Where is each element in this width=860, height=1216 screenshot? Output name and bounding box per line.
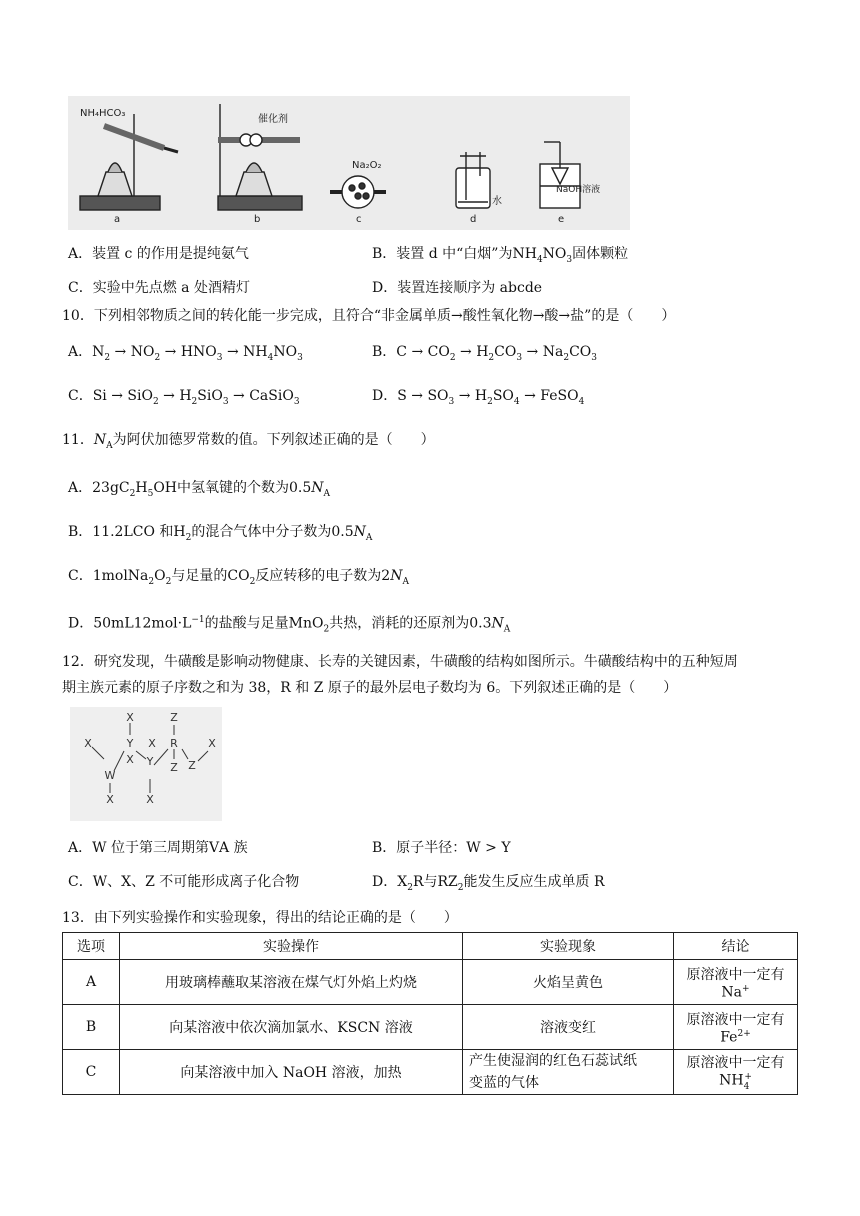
q12-option-a: A．W 位于第三周期第ⅤA 族 [68, 840, 248, 856]
svg-text:X: X [126, 711, 134, 724]
table-row [63, 1005, 798, 1050]
svg-text:X: X [106, 793, 114, 806]
svg-text:X: X [208, 737, 216, 750]
apparatus-label-water: 水 [492, 196, 502, 207]
q11-stem: 11．$N_A$为阿伏加德罗常数的值。下列叙述正确的是（ ） [62, 432, 435, 451]
row-b-operation: 向某溶液中依次滴加氯水、KSCN 溶液 [120, 1005, 463, 1050]
row-b-conclusion: 原溶液中一定有$Fe^{2+}$ [674, 1005, 798, 1050]
svg-text:Z: Z [188, 759, 196, 772]
apparatus-label-na2o2: Na₂O₂ [352, 160, 382, 171]
svg-text:X: X [126, 753, 134, 766]
q10-option-c: C．$Si \to SiO_2 \to H_2SiO_3$ → CaSiO$_3$ [68, 388, 300, 407]
table-header-row [63, 933, 798, 960]
q11-option-b: B．11.2LCO 和$H_2$的混合气体中分子数为$0.5N_A$ [68, 524, 373, 543]
row-c-conclusion: 原溶液中一定有$NH_4^+$ [674, 1050, 798, 1095]
q9-option-b: B．装置 d 中“白烟”为$NH_4NO_3$固体颗粒 [372, 246, 629, 265]
q12-stem-line1: 12．研究发现，牛磺酸是影响动物健康、长寿的关键因素，牛磺酸的结构如图所示。牛磺酸结构中的五种短周 [62, 654, 738, 670]
row-c-phenomenon: 产生使湿润的红色石蕊试纸 变蓝的气体 [463, 1050, 674, 1095]
svg-text:Z: Z [170, 711, 178, 724]
q12-option-c: C．W、X、Z 不可能形成离子化合物 [68, 874, 300, 890]
svg-text:Z: Z [170, 761, 178, 774]
apparatus-label-naoh: NaOH溶液 [556, 185, 601, 195]
apparatus-label-catalyst: 催化剂 [258, 114, 288, 125]
table-row [63, 1050, 798, 1095]
apparatus-letter-c: c [356, 214, 362, 225]
apparatus-letter-d: d [470, 214, 477, 225]
svg-text:R: R [170, 737, 178, 750]
apparatus-letter-a: a [114, 214, 121, 225]
row-a-operation: 用玻璃棒蘸取某溶液在煤气灯外焰上灼烧 [120, 960, 463, 1005]
svg-text:Y: Y [146, 755, 154, 768]
svg-text:Y: Y [126, 737, 134, 750]
row-b-phenomenon: 溶液变红 [463, 1005, 674, 1050]
experiment-table [62, 932, 798, 1095]
apparatus-drawing [68, 96, 630, 230]
svg-text:X: X [84, 737, 92, 750]
header-phenomenon: 实验现象 [463, 933, 674, 960]
structure-drawing [70, 707, 222, 821]
header-operation: 实验操作 [120, 933, 463, 960]
q11-option-c: C．$1molNa_2O_2$与足量的$CO_2$反应转移的电子数为$2N_A$ [68, 568, 409, 587]
apparatus-label-nh4hco3: NH₄HCO₃ [80, 108, 126, 119]
row-a-option: A [63, 960, 120, 1005]
q9-option-c: C．实验中先点燃 a 处酒精灯 [68, 280, 250, 296]
q12-stem-line2: 期主族元素的原子序数之和为 38，R 和 Z 原子的最外层电子数均为 6。下列叙述正确的是（ ） [62, 680, 678, 696]
q11-option-d: D．$50mL12mol\cdot L^{-1}$的盐酸与足量MnO$_2$共热，消耗的还原剂为$0.3N_A$ [68, 615, 511, 635]
table-row [63, 960, 798, 1005]
q9-option-a: A．装置 c 的作用是提纯氨气 [68, 246, 249, 262]
taurine-structure [70, 707, 222, 821]
q10-option-a: A．$N_2 \to NO_2 \to HNO_3 \to NH_4NO_3$ [68, 344, 303, 363]
row-a-phenomenon: 火焰呈黄色 [463, 960, 674, 1005]
header-option: 选项 [63, 933, 120, 960]
q10-stem: 10．下列相邻物质之间的转化能一步完成，且符合“非金属单质→酸性氧化物→酸→盐”的是（ ） [62, 308, 676, 324]
svg-text:X: X [148, 737, 156, 750]
q10-option-b: B．$C \to CO_2 \to H_2CO_3 \to Na_2CO_3$ [372, 344, 597, 363]
row-a-conclusion: 原溶液中一定有Na+ [674, 960, 798, 1005]
apparatus-letter-e: e [558, 214, 565, 225]
apparatus-letter-b: b [254, 214, 261, 225]
row-c-option: C [63, 1050, 120, 1095]
row-b-option: B [63, 1005, 120, 1050]
svg-text:W: W [104, 769, 116, 782]
q12-option-b: B．原子半径：W > Y [372, 840, 511, 856]
q11-option-a: A．$23gC_2H_5OH$中氢氧键的个数为$0.5N_A$ [68, 480, 331, 499]
header-conclusion: 结论 [674, 933, 798, 960]
apparatus-figure [68, 96, 630, 230]
svg-text:X: X [146, 793, 154, 806]
q10-option-d: D．$S \to SO_3 \to H_2SO_4$ → FeSO$_4$ [372, 388, 585, 407]
q12-option-d: D．$X_2R$与$RZ_2$能发生反应生成单质 R [372, 874, 605, 893]
row-c-operation: 向某溶液中加入 NaOH 溶液，加热 [120, 1050, 463, 1095]
q13-stem: 13．由下列实验操作和实验现象，得出的结论正确的是（ ） [62, 910, 458, 926]
q9-option-d: D．装置连接顺序为 abcde [372, 280, 543, 296]
